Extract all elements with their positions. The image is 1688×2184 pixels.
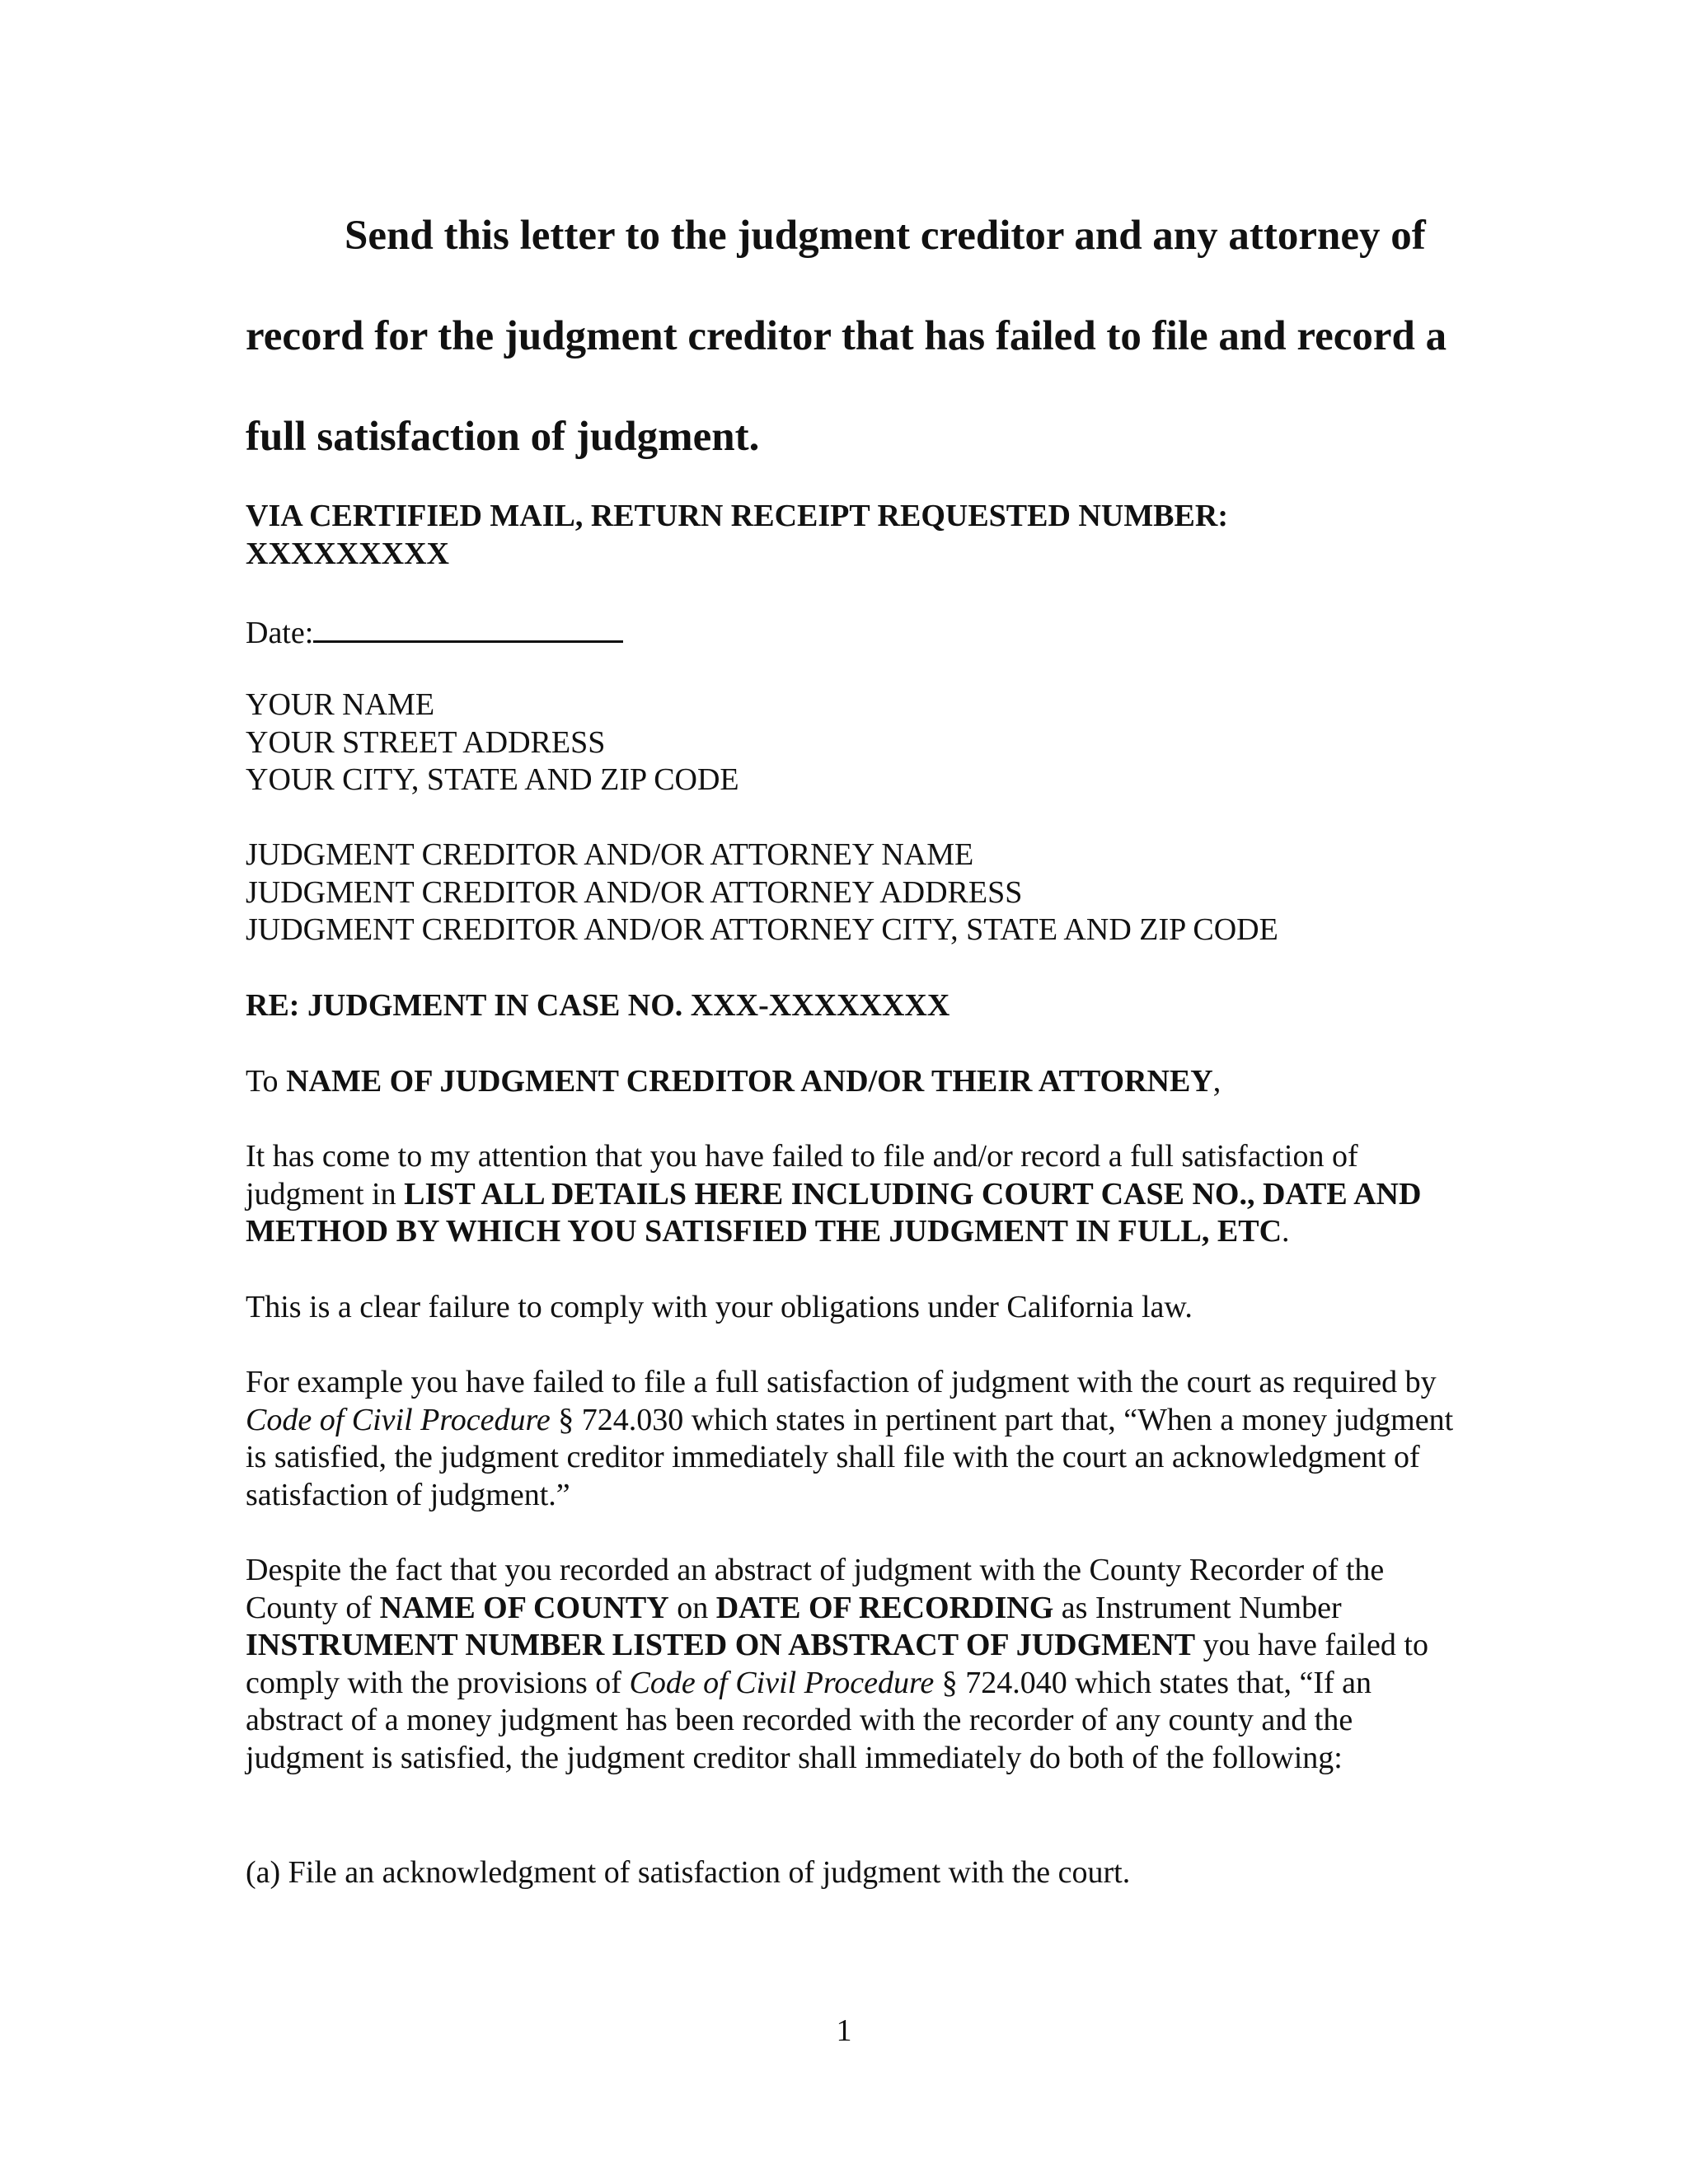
sender-city: YOUR CITY, STATE AND ZIP CODE bbox=[246, 762, 739, 797]
date-line bbox=[246, 611, 1457, 653]
paragraph-4-code-citation: Code of Civil Procedure bbox=[629, 1665, 935, 1700]
paragraph-1-details: LIST ALL DETAILS HERE INCLUDING COURT CASE NO., DATE AND METHOD BY WHICH YOU SATISFIED THE JUDGMENT IN FULL, ETC bbox=[246, 1176, 1422, 1249]
paragraph-3-quote: § 724.030 which states in pertinent part that, “When a money judgment is satisfied, the judgment creditor immediately shall file with the court an acknowledgment of satisfaction of judgment.” bbox=[246, 1402, 1454, 1512]
recipient-address bbox=[246, 837, 1457, 949]
instruction-heading: Send this letter to the judgment creditor and any attorney of record for the judgment creditor that has failed to file and record a full satisfaction of judgment. bbox=[246, 213, 1447, 460]
recipient-city: JUDGMENT CREDITOR AND/OR ATTORNEY CITY, STATE AND ZIP CODE bbox=[246, 912, 1278, 947]
paragraph-4-text: as Instrument Number bbox=[1053, 1590, 1342, 1625]
sender-address bbox=[246, 687, 1457, 799]
re-line: RE: JUDGMENT IN CASE NO. XXX-XXXXXXXX bbox=[246, 988, 950, 1023]
paragraph-4-text: Despite the fact that you recorded an abstract of judgment with the County Recorder of the County of bbox=[246, 1553, 1385, 1625]
salutation bbox=[246, 1063, 1457, 1101]
sender-street: YOUR STREET ADDRESS bbox=[246, 724, 606, 760]
paragraph-1 bbox=[246, 1138, 1457, 1251]
page-number: 1 bbox=[836, 2013, 852, 2048]
date-blank-field bbox=[313, 611, 623, 643]
paragraph-3-text: For example you have failed to file a full satisfaction of judgment with the court as required by bbox=[246, 1365, 1437, 1399]
certified-mail-notice bbox=[246, 498, 1457, 573]
paragraph-3 bbox=[246, 1364, 1457, 1514]
salutation-prefix: To bbox=[246, 1064, 287, 1099]
paragraph-3-code-citation: Code of Civil Procedure bbox=[246, 1402, 551, 1437]
instrument-number-placeholder: INSTRUMENT NUMBER LISTED ON ABSTRACT OF JUDGMENT bbox=[246, 1628, 1196, 1662]
salutation-name: NAME OF JUDGMENT CREDITOR AND/OR THEIR ATTORNEY bbox=[286, 1064, 1213, 1099]
paragraph-1-end: . bbox=[1282, 1214, 1290, 1249]
paragraph-2: This is a clear failure to comply with your obligations under California law. bbox=[246, 1290, 1193, 1324]
certified-mail-line: VIA CERTIFIED MAIL, RETURN RECEIPT REQUESTED NUMBER: bbox=[246, 499, 1228, 533]
recipient-name: JUDGMENT CREDITOR AND/OR ATTORNEY NAME bbox=[246, 837, 974, 872]
paragraph-5: (a) File an acknowledgment of satisfaction of judgment with the court. bbox=[246, 1855, 1131, 1890]
salutation-suffix: , bbox=[1212, 1064, 1221, 1099]
recipient-address-line: JUDGMENT CREDITOR AND/OR ATTORNEY ADDRESS bbox=[246, 874, 1023, 910]
paragraph-4 bbox=[246, 1552, 1457, 1777]
paragraph-4-text: on bbox=[668, 1590, 716, 1625]
county-name-placeholder: NAME OF COUNTY bbox=[379, 1590, 669, 1625]
paragraph-1-text: It has come to my attention that you have failed to file and/or record a full satisfaction of judgment in bbox=[246, 1139, 1358, 1212]
paragraph-4-text: you have failed to comply with the provisions of bbox=[246, 1628, 1428, 1700]
certified-mail-number: XXXXXXXXX bbox=[246, 536, 449, 571]
paragraph-4-quote: § 724.040 which states that, “If an abstract of a money judgment has been recorded with the recorder of any county and the judgment is satisfied, the judgment creditor shall immediately do both of the following: bbox=[246, 1665, 1372, 1775]
sender-name: YOUR NAME bbox=[246, 687, 435, 722]
date-label: Date: bbox=[246, 616, 314, 650]
recording-date-placeholder: DATE OF RECORDING bbox=[715, 1590, 1054, 1625]
